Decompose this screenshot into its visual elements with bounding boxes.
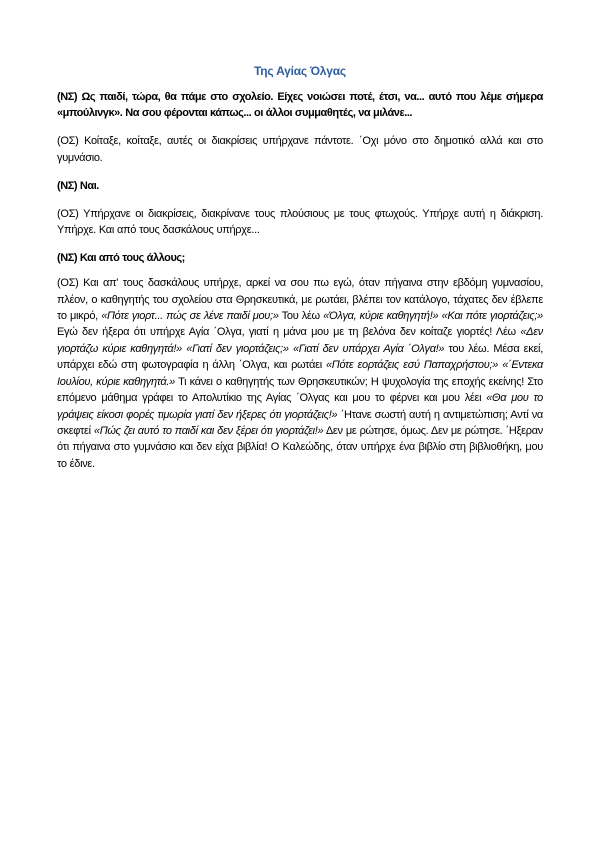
paragraph-text: Κοίταξε, κοίταξε, αυτές οι διακρίσεις υπήρχανε πάντοτε. ΄Οχι μόνο στο δημοτικό αλλά και στο γυμνάσιο. <box>57 135 543 164</box>
speaker-label: (ΟΣ) <box>57 207 79 220</box>
quoted-speech: «Θα μου το γράψεις είκοσι φορές τιμωρία γιατί δεν ήξερες ότι γιορτάζεις!» <box>57 392 543 421</box>
interviewee-story-paragraph <box>57 275 543 472</box>
speaker-label: (ΝΣ) <box>57 91 78 103</box>
narrative-text: ΄Ητανε σωστή αυτή η αντιμετώπιση; Αντί να σκεφτεί <box>57 408 543 437</box>
quoted-speech: «΄Εντεκα Ιουλίου, κύριε καθηγητά.» <box>57 359 543 388</box>
narrative-text: του λέω. Μέσα εκεί, υπάρχει εδώ στη φωτογραφία η άλλη ΄Ολγα, και ρωτάει <box>57 342 543 372</box>
speaker-label: (ΟΣ) <box>57 277 79 290</box>
narrative-text: Δεν με ρώτησε, όμως. Δεν με ρώτησε. ΄Ηξεραν ότι πήγαινα στο γυμνάσιο και δεν είχα βιβλία! Ο Καλεώδης, όταν υπήρχε ένα βιβλίο στη βιβλιοθήκη, μου το έδινε. <box>57 424 543 470</box>
narrative-text: Του λέω <box>281 310 320 323</box>
quoted-speech: «Δεν γιορτάζω κύριε καθηγητά!» <box>57 326 543 355</box>
paragraph-text: Ναι. <box>79 179 99 192</box>
quoted-speech: «Όλγα, κύριε καθηγητή!» <box>323 310 439 323</box>
interviewer-paragraph <box>57 250 543 266</box>
narrative-text: Τι κάνει ο καθηγητής των Θρησκευτικών; Η ψυχολογία της εποχής εκείνης! Στο επόμενο μάθημα γράφει το Απολυτίκιο της Αγίας ΄Ολγας και μου το φέρνει και μου λέει <box>57 375 543 405</box>
interviewer-paragraph <box>57 89 543 122</box>
interviewer-paragraph <box>57 178 543 194</box>
speaker-label: (ΟΣ) <box>57 135 79 148</box>
paragraph-text: Και από τους άλλους; <box>79 251 185 264</box>
interviewee-paragraph <box>57 133 543 166</box>
quoted-speech: «Πώς ζει αυτό το παιδί και δεν ξέρει ότι γιορτάζει!» <box>93 424 324 437</box>
interviewee-paragraph <box>57 206 543 239</box>
quoted-speech: «Πότε εορτάζεις εσύ Παπαχρήστου;» <box>325 359 499 372</box>
paragraph-text: Ως παιδί, τώρα, θα πάμε στο σχολείο. Είχες νοιώσει ποτέ, έτσι, να... αυτό που λέμε σήμερα «μπούλινγκ». Να σου φέρονται κάπως... οι άλλοι συμμαθητές, να μιλάνε... <box>57 91 543 120</box>
paragraph-text: Υπήρχανε οι διακρίσεις, διακρίνανε τους πλούσιους με τους φτωχούς. Υπήρχε αυτή η διάκριση. Υπήρχε. Και από τους δασκάλους υπήρχε... <box>57 207 543 236</box>
speaker-label: (ΝΣ) <box>57 179 78 192</box>
narrative-text: Και απ' τους δασκάλους υπήρχε, αρκεί να σου πω εγώ, όταν πήγαινα στην εβδόμη γυμνασίου, πλέον, ο καθηγητής του σχολείου στα Θρησκευτικά, με ρωτάει, βλέπει τον κατάλογο, τάχατες δεν έβλεπε το μικρό, <box>57 277 543 323</box>
document-page <box>57 63 543 484</box>
quoted-speech: «Πότε γιορτ... πώς σε λένε παιδί μου;» <box>101 310 279 323</box>
document-title: Της Αγίας Όλγας <box>254 64 346 78</box>
narrative-text: Εγώ δεν ήξερα ότι υπήρχε Αγία ΄Ολγα, γιατί η μάνα μου με τη βελόνα δεν κοίταζε γιορτές! Λέω <box>57 326 516 339</box>
speaker-label: (ΝΣ) <box>57 251 78 264</box>
quoted-speech: «Γιατί δεν υπάρχει Αγία ΄Ολγα!» <box>292 342 445 355</box>
quoted-speech: «Και πότε γιορτάζεις;» <box>441 310 543 323</box>
quoted-speech: «Γιατί δεν γιορτάζεις;» <box>186 342 289 355</box>
